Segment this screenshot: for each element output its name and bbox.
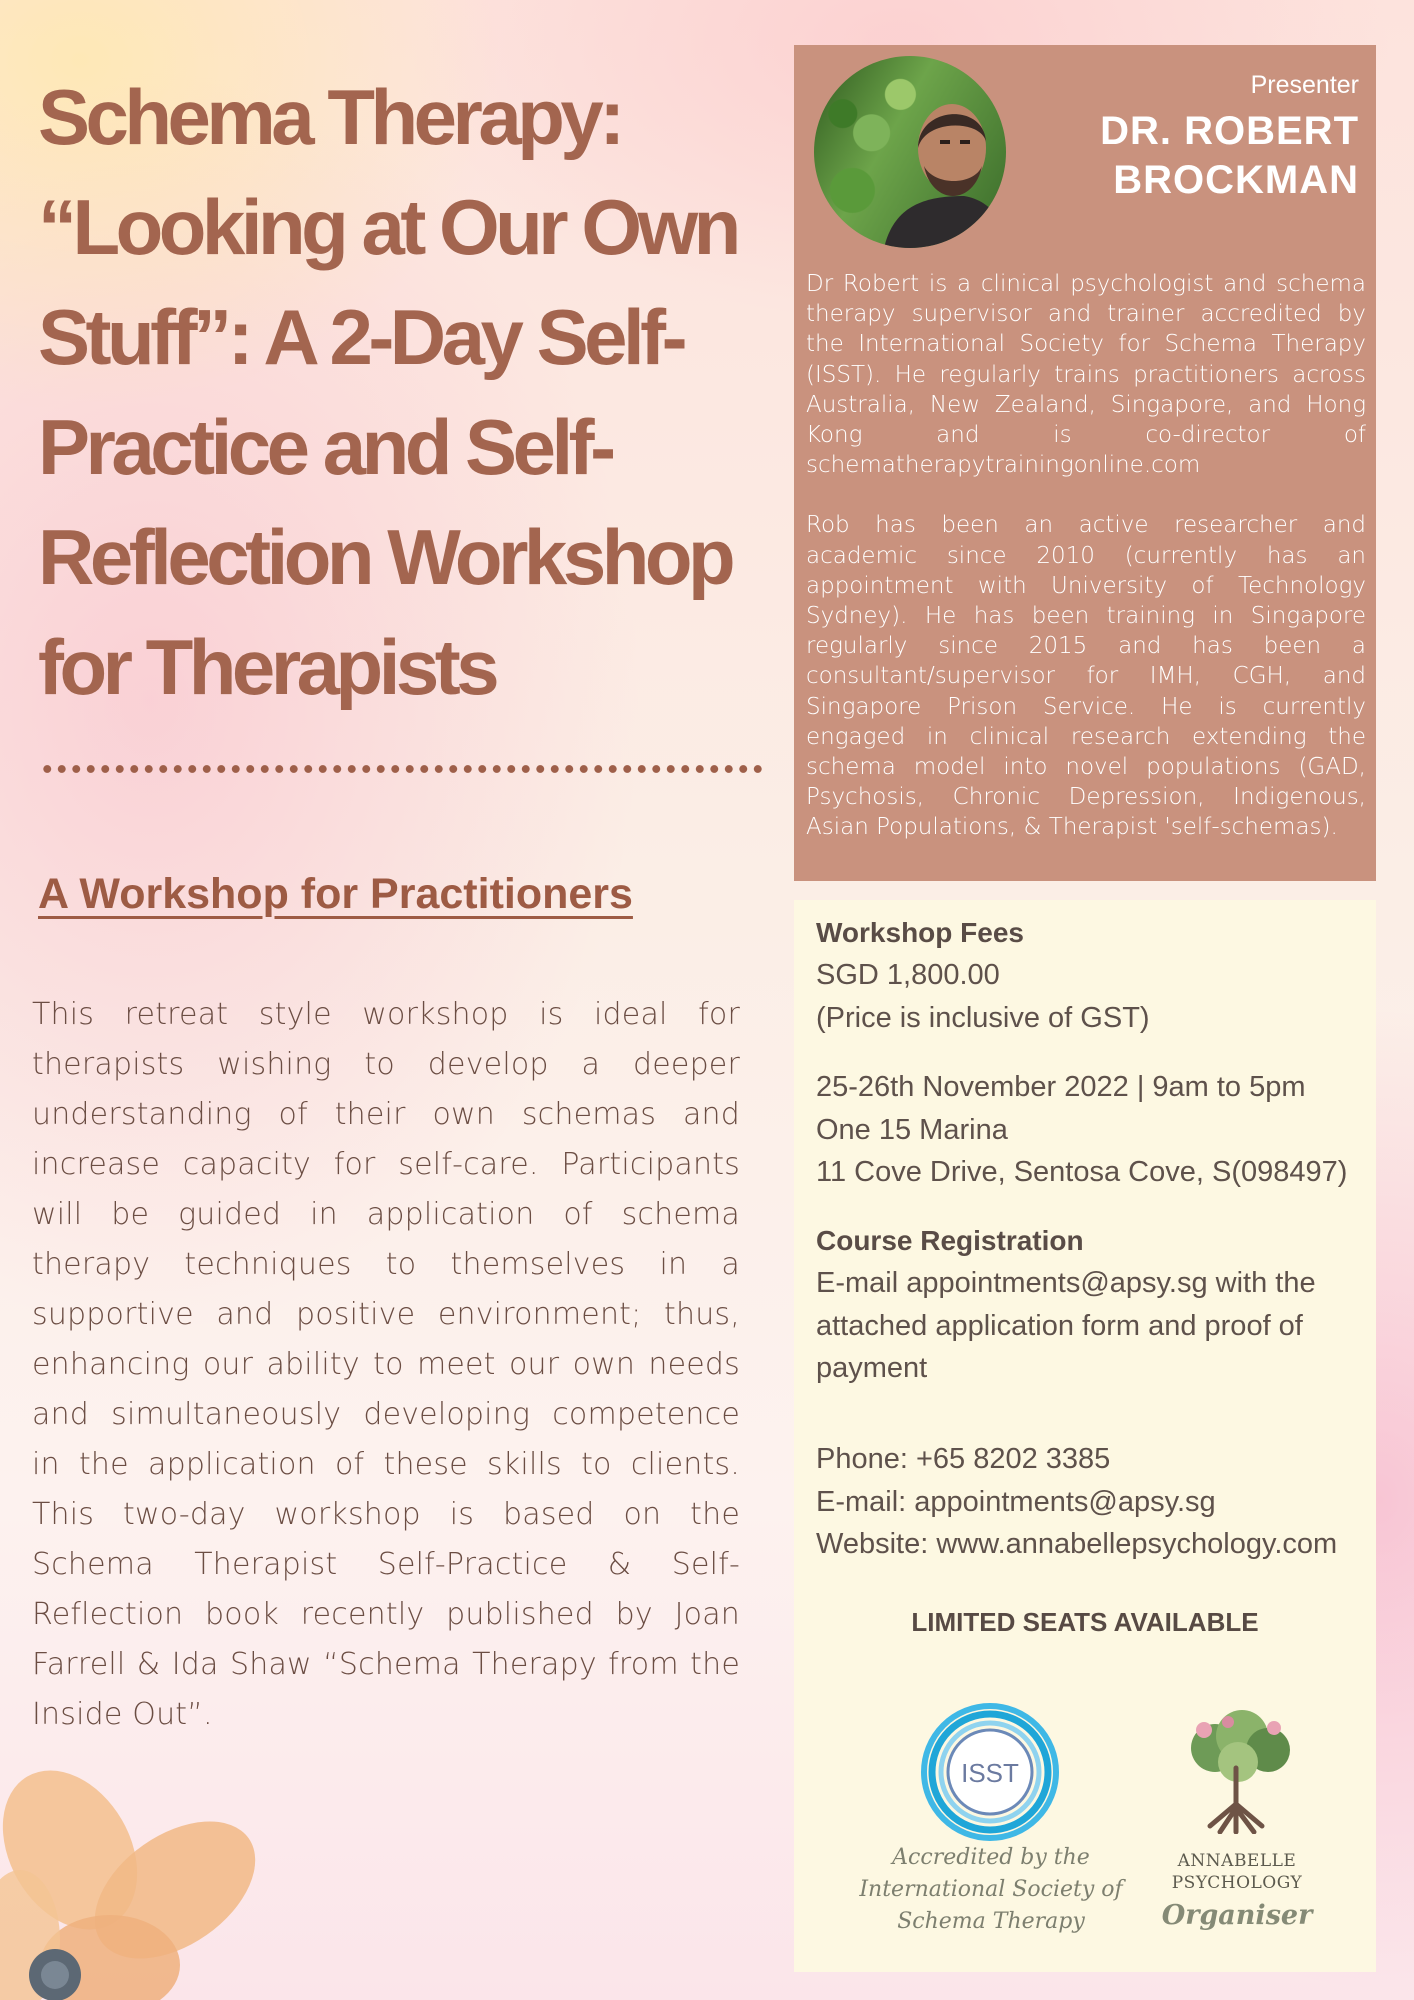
organiser-name-line: ANNABELLE xyxy=(1177,1851,1297,1871)
fees-note: (Price is inclusive of GST) xyxy=(816,1001,1150,1034)
presenter-bio xyxy=(806,269,1366,843)
workshop-info-panel xyxy=(794,900,1376,1972)
presenter-name-line: BROCKMAN xyxy=(1113,158,1359,202)
limited-seats-notice: LIMITED SEATS AVAILABLE xyxy=(911,1607,1259,1637)
registration-text: E-mail appointments@apsy.sg with the xyxy=(816,1267,1316,1299)
isst-caption xyxy=(846,1842,1136,1938)
organiser-name xyxy=(1162,1850,1312,1894)
fees-block xyxy=(816,912,1366,1039)
schedule-block xyxy=(816,1066,1366,1194)
isst-caption-line: International Society of xyxy=(859,1877,1123,1902)
presenter-panel xyxy=(794,45,1376,881)
address: 11 Cove Drive, Sentosa Cove, S(098497) xyxy=(816,1156,1348,1188)
registration-label: Course Registration xyxy=(816,1225,1084,1256)
title-line: Practice and Self- xyxy=(38,403,612,491)
date-time: 25-26th November 2022 | 9am to 5pm xyxy=(816,1071,1306,1103)
title-line: Schema Therapy: xyxy=(38,73,621,161)
workshop-title xyxy=(38,62,778,722)
fees-label: Workshop Fees xyxy=(816,917,1024,948)
organiser-label: Organiser xyxy=(1161,1900,1313,1931)
presenter-name xyxy=(1100,107,1359,205)
title-line: for Therapists xyxy=(38,623,496,711)
dotted-divider xyxy=(40,762,762,776)
email: E-mail: appointments@apsy.sg xyxy=(816,1485,1216,1518)
section-heading: A Workshop for Practitioners xyxy=(38,870,633,918)
presenter-name-line: DR. ROBERT xyxy=(1100,109,1359,153)
title-line: Stuff”: A 2-Day Self- xyxy=(38,293,684,381)
person-silhouette-icon xyxy=(814,56,1006,248)
bio-paragraph: Dr Robert is a clinical psychologist and schema therapy supervisor and trainer accredited by the International Society for Schema Therapy (ISST). He regularly trains practitioners across Australia, New Zealand, Singapore, and Hong Kong and is co-director of schematherapytrainingonline.com xyxy=(806,271,1366,479)
title-line: “Looking at Our Own xyxy=(38,183,737,271)
isst-logo-text: ISST xyxy=(961,1758,1019,1788)
tree-logo-icon xyxy=(1170,1708,1306,1834)
registration-text: payment xyxy=(816,1352,928,1384)
isst-caption-line: Accredited by the xyxy=(892,1845,1090,1870)
contact-block xyxy=(816,1438,1366,1566)
title-line: Reflection Workshop xyxy=(38,513,732,601)
website: Website: www.annabellepsychology.com xyxy=(816,1528,1338,1560)
isst-caption-line: Schema Therapy xyxy=(897,1909,1085,1934)
fees-amount: SGD 1,800.00 xyxy=(816,959,1000,991)
venue: One 15 Marina xyxy=(816,1113,1008,1146)
flower-decoration-icon xyxy=(0,1740,270,2000)
presenter-label: Presenter xyxy=(1250,71,1359,99)
presenter-photo xyxy=(814,56,1006,248)
bio-paragraph: Rob has been an active researcher and academic since 2010 (currently has an appointment with University of Technology Sydney). He has been training in Singapore regularly since 2015 and has been a consultant/supervisor for IMH, CGH, and Singapore Prison Service. He is currently engaged in clinical research extending the schema model into novel populations (GAD, Psychosis, Chronic Depression, Indigenous, Asian Populations, & Therapist 'self-schemas). xyxy=(806,512,1366,841)
phone: Phone: +65 8202 3385 xyxy=(816,1443,1111,1475)
organiser-name-line: PSYCHOLOGY xyxy=(1171,1873,1303,1893)
registration-block xyxy=(816,1220,1366,1390)
registration-text: attached application form and proof of xyxy=(816,1309,1303,1342)
workshop-description: This retreat style workshop is ideal for therapists wishing to develop a deeper understanding of their own schemas and increase capacity for self-care. Participants will be guided in application of schema therapy techniques to themselves in a supportive and positive environment; thus, enhancing our ability to meet our own needs and simultaneously developing competence in the application of these skills to clients. This two-day workshop is based on the Schema Therapist Self-Practice & Self-Reflection book recently published by Joan Farrell & Ida Shaw “Schema Therapy from the Inside Out”. xyxy=(32,997,740,1732)
isst-logo-icon xyxy=(920,1702,1060,1842)
